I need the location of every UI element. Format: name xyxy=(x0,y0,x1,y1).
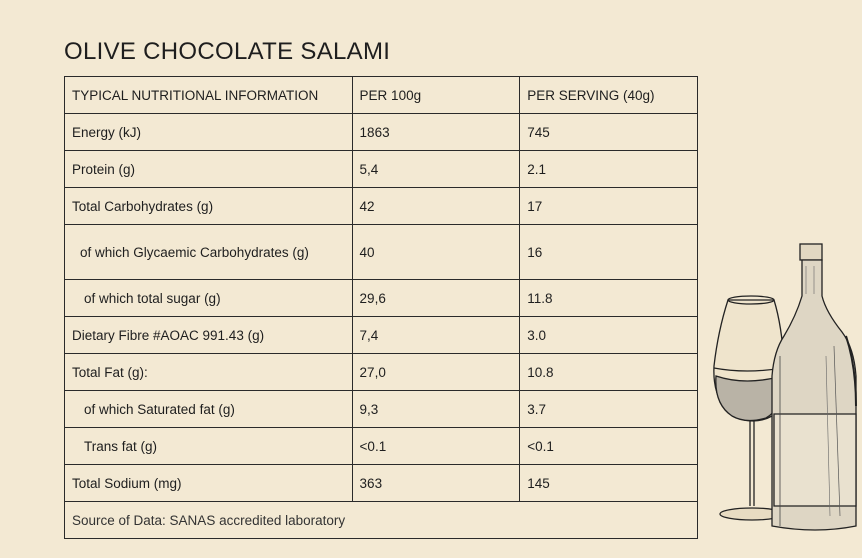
per-serving-value: <0.1 xyxy=(520,428,698,465)
column-header-nutrient: TYPICAL NUTRITIONAL INFORMATION xyxy=(65,77,353,114)
per-100g-value: 29,6 xyxy=(352,280,520,317)
table-row xyxy=(65,428,698,465)
row-label: Dietary Fibre #AOAC 991.43 (g) xyxy=(65,317,353,354)
per-serving-value: 11.8 xyxy=(520,280,698,317)
table-row xyxy=(65,114,698,151)
row-label: Total Sodium (mg) xyxy=(65,465,353,502)
column-header-per-serving: PER SERVING (40g) xyxy=(520,77,698,114)
per-serving-value: 745 xyxy=(520,114,698,151)
per-100g-value: 27,0 xyxy=(352,354,520,391)
per-100g-value: <0.1 xyxy=(352,428,520,465)
table-footer-row xyxy=(65,502,698,539)
per-100g-value: 42 xyxy=(352,188,520,225)
row-label: of which Glycaemic Carbohydrates (g) xyxy=(65,225,353,280)
table-header-row xyxy=(65,77,698,114)
per-100g-value: 40 xyxy=(352,225,520,280)
per-serving-value: 17 xyxy=(520,188,698,225)
row-label: Total Fat (g): xyxy=(65,354,353,391)
per-serving-value: 145 xyxy=(520,465,698,502)
table-row xyxy=(65,188,698,225)
table-row xyxy=(65,317,698,354)
row-label: Protein (g) xyxy=(65,151,353,188)
table-row xyxy=(65,465,698,502)
table-row xyxy=(65,225,698,280)
row-label: of which total sugar (g) xyxy=(65,280,353,317)
page-title: OLIVE CHOCOLATE SALAMI xyxy=(64,38,391,65)
row-label: Energy (kJ) xyxy=(65,114,353,151)
table-row xyxy=(65,354,698,391)
data-source-note: Source of Data: SANAS accredited laboratory xyxy=(65,502,698,539)
table-row xyxy=(65,280,698,317)
column-header-per-100g: PER 100g xyxy=(352,77,520,114)
per-serving-value: 3.7 xyxy=(520,391,698,428)
per-serving-value: 10.8 xyxy=(520,354,698,391)
per-100g-value: 1863 xyxy=(352,114,520,151)
wine-bottle-and-glass-icon xyxy=(706,236,862,536)
per-100g-value: 363 xyxy=(352,465,520,502)
per-serving-value: 3.0 xyxy=(520,317,698,354)
row-label: of which Saturated fat (g) xyxy=(65,391,353,428)
table-row xyxy=(65,391,698,428)
per-100g-value: 9,3 xyxy=(352,391,520,428)
per-serving-value: 16 xyxy=(520,225,698,280)
nutrition-table xyxy=(64,76,698,539)
per-100g-value: 7,4 xyxy=(352,317,520,354)
per-serving-value: 2.1 xyxy=(520,151,698,188)
per-100g-value: 5,4 xyxy=(352,151,520,188)
table-row xyxy=(65,151,698,188)
row-label: Total Carbohydrates (g) xyxy=(65,188,353,225)
row-label: Trans fat (g) xyxy=(65,428,353,465)
